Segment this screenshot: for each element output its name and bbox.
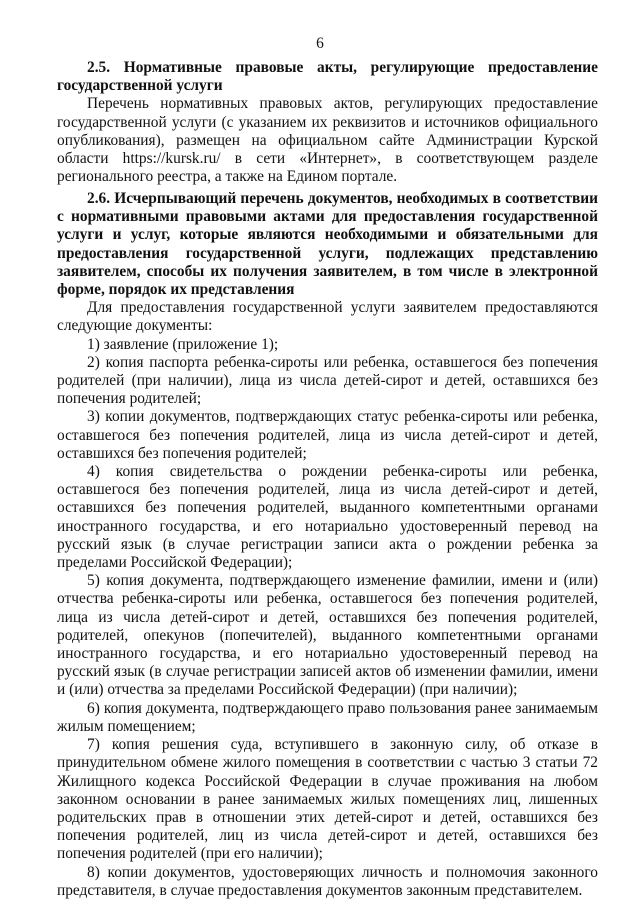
section-2-6-intro: Для предоставления государственной услуги заявителем предоставляются следующие документы: (57, 299, 598, 335)
document-item-5: 5) копия документа, подтверждающего изменение фамилии, имени и (или) отчества ребенка-сироты или ребенка, оставшегося без попечения родителей, лица из числа детей-сирот и детей, оставшихся без попечения родителей, родителей, опекунов (попечителей), выданного компетентными органами иностранного государства, и его нотариально удостоверенный перевод на русский язык (в случае регистрации записей актов об изменении фамилии, имени и (или) отчества за пределами Российской Федерации) (при наличии); (57, 572, 598, 699)
section-2-5-heading: 2.5. Нормативные правовые акты, регулирующие предоставление государственной услуги (57, 59, 598, 95)
section-2-5-body: Перечень нормативных правовых актов, регулирующих предоставление государственной услуги (с указанием их реквизитов и источников официального опубликования), размещен на официальном сайте Администрации Курской области https://kursk.ru/ в сети «Интернет», в соответствующем разделе регионального реестра, а также на Едином портале. (57, 95, 598, 186)
section-2-6-heading: 2.6. Исчерпывающий перечень документов, необходимых в соответствии с нормативными правовыми актами для предоставления государственной услуги и услуг, которые являются необходимыми и обязательными для предоставления государственной услуги, подлежащих представлению заявителем, способы их получения заявителем, в том числе в электронной форме, порядок их представления (57, 190, 598, 299)
document-item-1: 1) заявление (приложение 1); (87, 335, 279, 353)
section-2-5 (57, 59, 598, 186)
page-number: 6 (316, 35, 324, 52)
document-item-8: 8) копии документов, удостоверяющих личность и полномочия законного представителя, в случае предоставления документов законным представителем. (57, 863, 598, 899)
document-item-7: 7) копия решения суда, вступившего в законную силу, об отказе в принудительном обмене жилого помещения в соответствии с частью 3 статьи 72 Жилищного кодекса Российской Федерации в случае проживания на любом законном основании в ранее занимаемых жилых помещениях лиц, лишенных родительских прав в отношении этих детей-сирот и детей, оставшихся без попечения родителей, лиц из числа детей-сирот и детей, оставшихся без попечения родителей (при его наличии); (57, 736, 598, 863)
section-2-6 (57, 190, 598, 900)
document-item-2: 2) копия паспорта ребенка-сироты или ребенка, оставшегося без попечения родителей (при наличии), лица из числа детей-сирот и детей, оставшихся без попечения родителей; (57, 353, 598, 408)
document-item-6: 6) копия документа, подтверждающего право пользования ранее занимаемым жилым помещением; (57, 699, 598, 735)
document-item-3: 3) копии документов, подтверждающих статус ребенка-сироты или ребенка, оставшегося без попечения родителей, лица из числа детей-сирот и детей, оставшихся без попечения родителей; (57, 408, 598, 462)
document-item-4: 4) копия свидетельства о рождении ребенка-сироты или ребенка, оставшегося без попечения родителей, лица из числа детей-сирот и детей, оставшихся без попечения родителей, выданного компетентными органами иностранного государства, и его нотариально удостоверенный перевод на русский язык (в случае регистрации записи акта о рождении ребенка за пределами Российской Федерации); (57, 463, 598, 572)
